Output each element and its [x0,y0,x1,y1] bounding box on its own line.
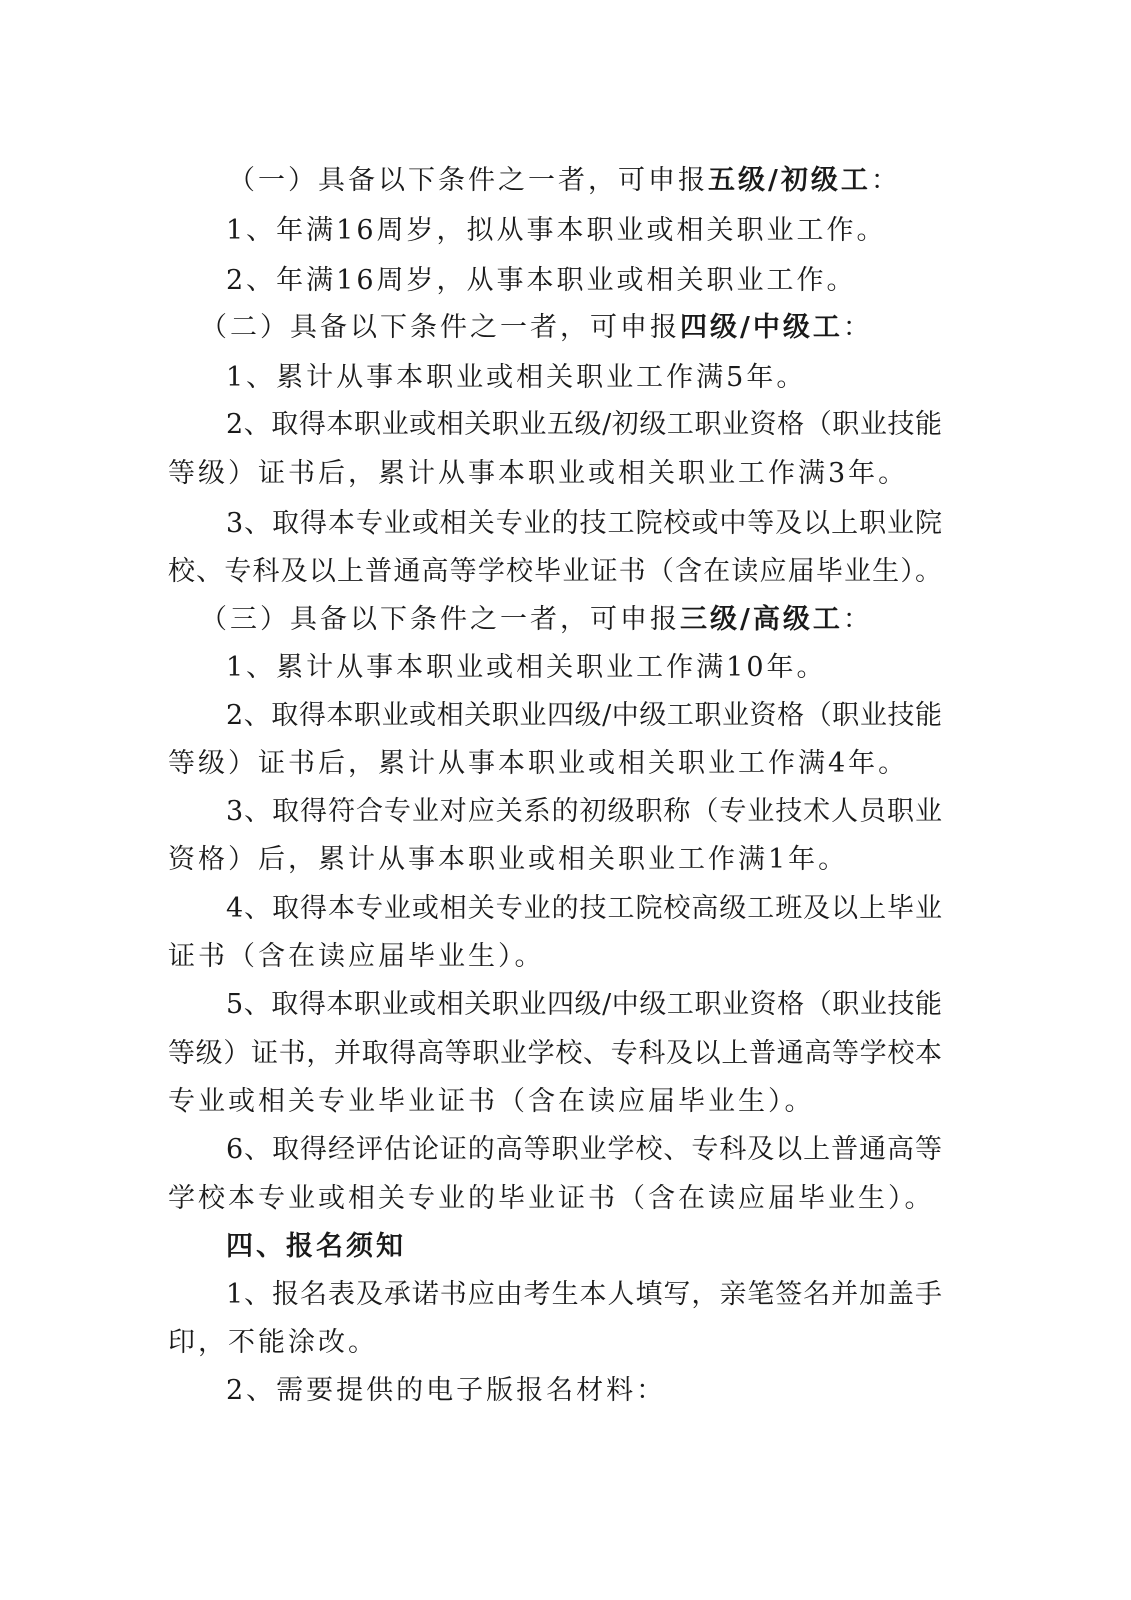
intermediate-item-2-line-2: 等级）证书后，累计从事本职业或相关职业工作满3年。 [168,458,909,489]
senior-item-3-line-1: 3、取得符合专业对应关系的初级职称（专业技术人员职业 [226,796,942,827]
intro-colon: ： [842,312,873,343]
senior-item-3-line-2: 资格）后，累计从事本职业或相关职业工作满1年。 [168,844,849,875]
intro-text: （二）具备以下条件之一者，可申报 [200,312,680,343]
senior-item-5-line-3: 专业或相关专业毕业证书（含在读应届毕业生）。 [168,1086,815,1117]
senior-item-6-line-1: 6、取得经评估论证的高等职业学校、专科及以上普通高等 [226,1134,942,1165]
intro-colon: ： [842,604,873,635]
registration-item-1-line-1: 1、报名表及承诺书应由考生本人填写，亲笔签名并加盖手 [226,1279,942,1310]
intermediate-item-2-line-1: 2、取得本职业或相关职业五级/初级工职业资格（职业技能 [226,409,942,440]
senior-item-4-line-2: 证书（含在读应届毕业生）。 [168,941,545,972]
intro-colon: ： [870,165,901,196]
level-label: 四级/中级工 [680,312,843,343]
level-label: 五级/初级工 [708,165,871,196]
registration-item-2: 2、需要提供的电子版报名材料： [226,1375,667,1406]
primary-item-2: 2、年满16周岁，从事本职业或相关职业工作。 [226,265,857,296]
registration-item-1-line-2: 印，不能涂改。 [168,1327,378,1358]
registration-heading: 四、报名须知 [226,1231,406,1262]
intermediate-item-3-line-2: 校、专科及以上普通高等学校毕业证书（含在读应届毕业生）。 [168,556,942,587]
senior-item-5-line-1: 5、取得本职业或相关职业四级/中级工职业资格（职业技能 [226,989,942,1020]
senior-item-2-line-2: 等级）证书后，累计从事本职业或相关职业工作满4年。 [168,748,909,779]
section-primary-intro [228,163,901,199]
senior-item-1: 1、累计从事本职业或相关职业工作满10年。 [226,652,827,683]
primary-item-1: 1、年满16周岁，拟从事本职业或相关职业工作。 [226,215,887,246]
senior-item-6-line-2: 学校本专业或相关专业的毕业证书（含在读应届毕业生）。 [168,1183,935,1214]
intro-text: （三）具备以下条件之一者，可申报 [200,604,680,635]
senior-item-4-line-1: 4、取得本专业或相关专业的技工院校高级工班及以上毕业 [226,893,942,924]
section-intermediate-intro [200,310,873,346]
intermediate-item-3-line-1: 3、取得本专业或相关专业的技工院校或中等及以上职业院 [226,508,942,539]
senior-item-5-line-2: 等级）证书，并取得高等职业学校、专科及以上普通高等学校本 [168,1038,942,1069]
intermediate-item-1: 1、累计从事本职业或相关职业工作满5年。 [226,362,807,393]
senior-item-2-line-1: 2、取得本职业或相关职业四级/中级工职业资格（职业技能 [226,700,942,731]
intro-text: （一）具备以下条件之一者，可申报 [228,165,708,196]
section-senior-intro [200,602,873,638]
level-label: 三级/高级工 [680,604,843,635]
